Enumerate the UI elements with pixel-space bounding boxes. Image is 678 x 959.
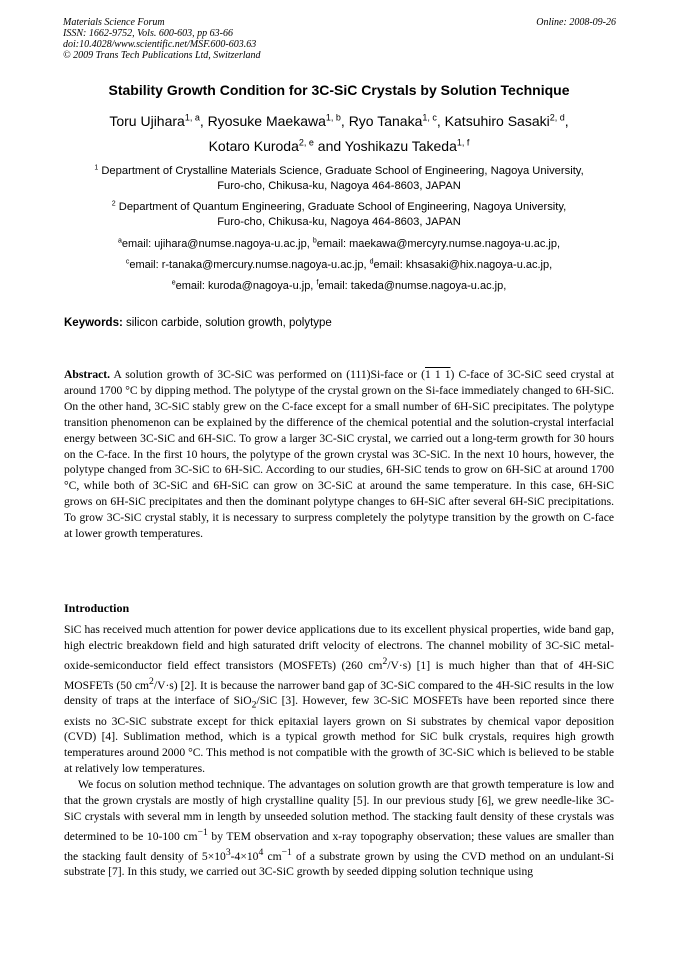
text-run: cm (263, 849, 282, 863)
author-name: , Ryo Tanaka (340, 113, 423, 129)
author-name: Toru Ujihara (109, 113, 185, 129)
keywords (64, 317, 332, 329)
paragraph (64, 777, 614, 880)
text-run: SiC has received much attention for power device applications due to its excellent physical properties, wide band gap, high electric breakdown field and high saturated drift velocity of electrons. The channel mobility of 3C-SiC metal-oxide-semiconductor field effect transistors (MOSFETs) (260 cm (64, 623, 614, 672)
keywords-label: Keywords: (64, 317, 123, 329)
text-run: /SiC [3]. However, few 3C-SiC MOSFETs have been reported since there exists no 3C-SiC substrate except for thick epitaxial layers grown on Si substrates by chemical vapor deposition (CVD) [4]. Sublimation method, which is a typical growth method for SiC bulk crystals, requires high growth temperatures around 2000 °C. This method is not compatible with the growth of 3C-SiC which is believed to be stable at relatively low temperatures. (64, 694, 615, 776)
keywords-text: silicon carbide, solution growth, polytype (122, 317, 332, 329)
email-marker: e (171, 279, 176, 287)
author-line-2 (0, 138, 678, 154)
superscript: 2 (382, 655, 388, 667)
superscript: 4 (258, 846, 264, 858)
issn-line: ISSN: 1662-9752, Vols. 600-603, pp 63-66 (63, 28, 233, 39)
author-name: , Ryosuke Maekawa (199, 113, 326, 129)
author-name: and Yoshikazu Takeda (313, 138, 457, 154)
text-run: /V·s) [1] is much higher than that of 4H-SiC MOSFETs (50 cm (64, 658, 615, 692)
author-affil-marker: 1, c (422, 112, 437, 123)
affiliation-text: Department of Crystalline Materials Science, Graduate School of Engineering, Nagoya University, (98, 165, 584, 177)
affiliation-number: 1 (94, 164, 99, 172)
text-run: by TEM observation and x-ray topography observation; these values are smaller than the stacking fault density of 5×10 (64, 829, 614, 863)
affiliation-text: Department of Quantum Engineering, Graduate School of Engineering, Nagoya University, (115, 201, 567, 213)
affiliation-2 (0, 200, 678, 230)
author-affil-marker: 1, a (184, 112, 200, 123)
text-run: of a substrate grown by using the CVD method on an undulant-Si substrate [7]. In this study, we carried out 3C-SiC growth by seeded dipping solution technique using (64, 849, 615, 879)
abstract-label: Abstract. (64, 368, 111, 381)
text-run: We focus on solution method technique. The advantages on solution growth are that growth temperature is low and that the grown crystals are mostly of high crystalline quality [5]. In our previous study [6], we grew needle-like 3C-SiC crystals with several mm in length by unseeded solution method. The stacking fault density of these crystals was determined to be 10-100 cm (64, 778, 614, 843)
paragraph (64, 622, 614, 777)
author-affil-marker: 2, e (298, 137, 314, 148)
email-line (0, 234, 678, 255)
paper-title: Stability Growth Condition for 3C-SiC Crystals by Solution Technique (108, 82, 570, 98)
online-date: Online: 2008-09-26 (536, 17, 616, 28)
email-address: email: takeda@numse.nagoya-u.ac.jp, (318, 280, 507, 292)
author-separator: , (564, 113, 569, 129)
text-run: -4×10 (230, 849, 259, 863)
email-block (0, 234, 678, 297)
email-marker: c (125, 258, 130, 266)
author-affil-marker: 1, f (456, 137, 470, 148)
email-address: email: kuroda@nagoya-u.jp, (175, 280, 317, 292)
affiliation-number: 2 (111, 200, 116, 208)
affiliation-1 (0, 164, 678, 194)
superscript: −1 (281, 846, 292, 858)
superscript: −1 (197, 826, 208, 838)
email-marker: b (312, 237, 317, 245)
email-line (0, 255, 678, 276)
email-address: email: maekawa@mercyry.numse.nagoya-u.ac.jp, (316, 238, 561, 250)
subscript: 2 (251, 699, 257, 711)
superscript: 3 (225, 846, 231, 858)
journal-header (63, 17, 261, 61)
copyright-line: © 2009 Trans Tech Publications Ltd, Switzerland (63, 50, 261, 61)
email-marker: a (117, 237, 122, 245)
author-name: , Katsuhiro Sasaki (436, 113, 550, 129)
abstract-text: A solution growth of 3C-SiC was performed on (111)Si-face or ( (110, 368, 426, 381)
abstract (64, 367, 614, 542)
section-heading-introduction: Introduction (64, 601, 130, 615)
email-marker: f (316, 279, 319, 287)
affiliation-address: Furo-cho, Chikusa-ku, Nagoya 464-8603, JAPAN (217, 216, 461, 228)
author-affil-marker: 1, b (325, 112, 341, 123)
journal-name: Materials Science Forum (63, 17, 165, 28)
author-line-1 (0, 113, 678, 129)
author-name: Kotaro Kuroda (208, 138, 299, 154)
author-affil-marker: 2, d (549, 112, 565, 123)
introduction-body (64, 622, 614, 880)
crystal-plane: 1 1 1 (425, 368, 451, 381)
abstract-text: ) C-face of 3C-SiC seed crystal at around 1700 °C by dipping method. The polytype of the crystal grown on the Si-face immediately changed to 6H-SiC. On the other hand, 3C-SiC stably grew on the C-face except for a small number of 6H-SiC precipitates. The polytype transition phenomenon can be explained by the difference of the chemical potential and the solution-crystal interfacial energy between 3C-SiC and 6H-SiC. To grow a larger 3C-SiC crystal, we carried out a long-term growth for 30 hours on the C-face. In the first 10 hours, the polytype of the grown crystal was 3C-SiC. In the next 10 hours, however, the polytype changed from 3C-SiC to 6H-SiC. According to our studies, 6H-SiC tends to grow on 6H-SiC at around 1700 °C, while both of 3C-SiC and 6H-SiC can grow on 3C-SiC at around the same temperature. In this case, 6H-SiC grows on 6H-SiC precipitates and then the dominant polytype changes to 6H-SiC after several 6H-SiC precipitations. To grow 3C-SiC crystal stably, it is necessary to surpress completely the polytype transition by the growth on C-face at lower growth temperatures. (64, 368, 615, 541)
email-address: email: r-tanaka@mercury.numse.nagoya-u.ac.jp, (129, 259, 370, 271)
email-address: email: khsasaki@hix.nagoya-u.ac.jp, (373, 259, 553, 271)
text-run: /V·s) [2]. It is because the narrower band gap of 3C-SiC compared to the 4H-SiC results in the low density of traps at the interface of SiO (64, 678, 614, 708)
affiliation-address: Furo-cho, Chikusa-ku, Nagoya 464-8603, JAPAN (217, 180, 461, 192)
email-marker: d (369, 258, 374, 266)
email-address: email: ujihara@numse.nagoya-u.ac.jp, (121, 238, 313, 250)
superscript: 2 (149, 675, 154, 687)
doi-line: doi:10.4028/www.scientific.net/MSF.600-603.63 (63, 39, 257, 50)
email-line (0, 276, 678, 297)
